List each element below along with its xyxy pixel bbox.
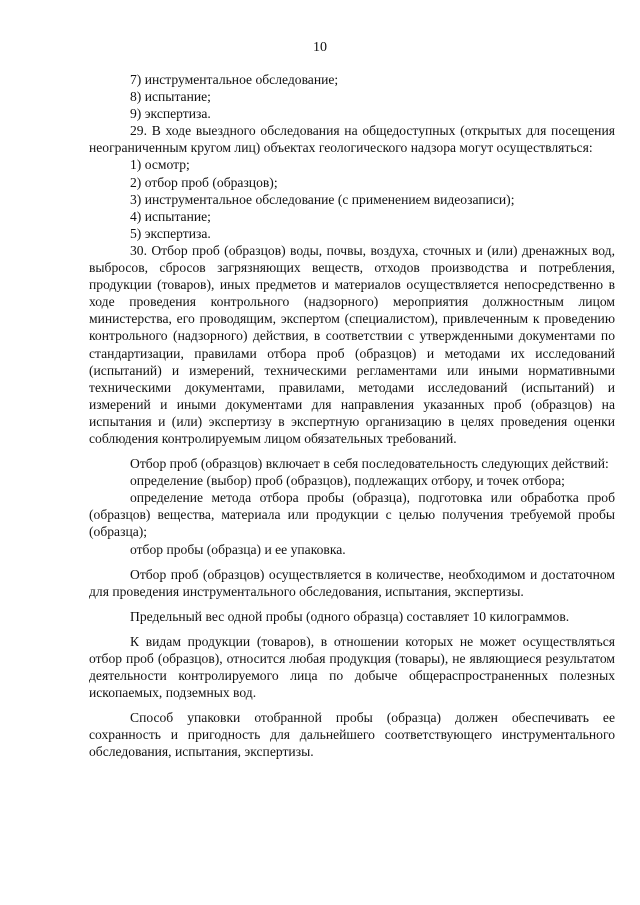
list-item: 3) инструментальное обследование (с применением видеозаписи); [130,191,515,207]
document-body [89,71,615,761]
list-item: 9) экспертиза. [130,106,211,122]
paragraph: Отбор проб (образцов) включает в себя последовательность следующих действий: [130,456,609,472]
paragraph: определение (выбор) проб (образцов), подлежащих отбору, и точек отбора; [130,473,565,489]
paragraph: Способ упаковки отобранной пробы (образца) должен обеспечивать ее сохранность и пригодность для дальнейшего соответствующего инструментального обследования, испытания, экспертизы. [89,710,615,760]
paragraph: определение метода отбора пробы (образца), подготовка или обработка проб (образцов) вещества, материала или продукции с целью получения требуемой пробы (образца); [89,490,615,540]
paragraph: К видам продукции (товаров), в отношении которых не может осуществляться отбор проб (образцов), относится любая продукция (товары), не являющиеся результатом деятельности контролируемого лица по добыче общераспространенных полезных ископаемых, подземных вод. [89,633,615,701]
list-item: 1) осмотр; [130,157,190,173]
list-item: 2) отбор проб (образцов); [130,174,278,190]
list-item: 7) инструментальное обследование; [130,72,339,87]
paragraph: Отбор проб (образцов) осуществляется в количестве, необходимом и достаточном для проведения инструментального обследования, испытания, экспертизы. [89,566,615,599]
paragraph: Предельный вес одной пробы (одного образца) составляет 10 килограммов. [130,608,570,624]
paragraph: отбор пробы (образца) и ее упаковка. [130,541,346,557]
paragraph-29: 29. В ходе выездного обследования на общедоступных (открытых для посещения неограниченным кругом лиц) объектах геологического надзора могут осуществляться: [89,123,615,156]
list-item: 8) испытание; [130,89,211,105]
page-number: 10 [313,40,327,55]
list-item: 4) испытание; [130,208,211,224]
paragraph-30: 30. Отбор проб (образцов) воды, почвы, воздуха, сточных и (или) дренажных вод, выбросов, сбросов загрязняющих веществ, отходов производства и потребления, продукции (товаров), иных предметов и материалов осуществляется непосредственно в ходе проведения контрольного (надзорного) мероприятия должностным лицом министерства, его проводящим, экспертом (специалистом), привлеченным к проведению контрольного (надзорного) действия, в соответствии с утвержденными документами по стандартизации, правилами отбора проб (образцов) и методами их исследований (испытаний) и измерений, техническими регламентами или иными нормативными техническими документами, правилами, методами исследований (испытаний) и измерений и иными документами для направления указанных проб (образцов) на испытания и (или) экспертизу в экспертную организацию в целях проведения оценки соблюдения контролируемым лицом обязательных требований. [89,242,615,446]
list-item: 5) экспертиза. [130,225,211,241]
